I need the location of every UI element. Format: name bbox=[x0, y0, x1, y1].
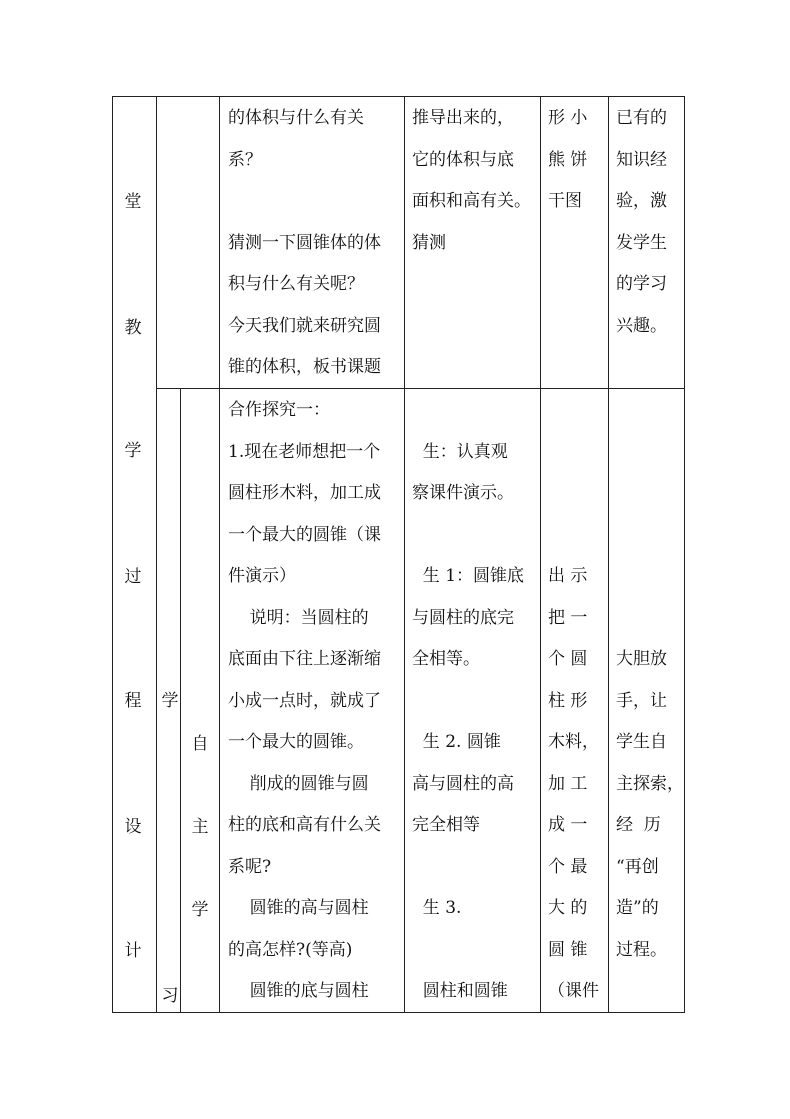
left-title-char: 程 bbox=[124, 691, 142, 711]
col-divider-1 bbox=[156, 96, 157, 1013]
row2-student-activity: 生：认真观 察课件演示。 生 1：圆锥底 与圆柱的底完 全相等。 生 2. 圆锥 高与圆柱的高 完全相等 生 3. 圆柱和圆锥 bbox=[412, 441, 525, 1001]
table-border-right bbox=[684, 96, 685, 1013]
stage-label-char: 学 bbox=[161, 691, 179, 711]
left-title-char: 学 bbox=[124, 441, 142, 461]
col-divider-4 bbox=[404, 96, 405, 1013]
row2-teacher-activity: 合作探究一： 1.现在老师想把一个 圆柱形木料，加工成 一个最大的圆锥（课 件演示） 说明：当圆柱的 底面由下往上逐渐缩 小成一点时，就成了 一个最大的圆锥。 削成的圆锥与圆 柱的底和高有什么关 系呢? 圆锥的高与圆柱 的高怎样?(等高) 圆锥的底与圆柱 bbox=[228, 400, 381, 1001]
activity-label-char: 学 bbox=[191, 900, 209, 920]
col-divider-5 bbox=[540, 96, 541, 1013]
table-border-left bbox=[112, 96, 113, 1013]
activity-label-char: 主 bbox=[191, 817, 209, 837]
activity-label-char: 自 bbox=[191, 734, 209, 754]
row1-media: 形 小 熊 饼 干图 bbox=[548, 108, 588, 211]
col-divider-3 bbox=[219, 96, 220, 1013]
left-title-char: 计 bbox=[124, 941, 142, 961]
table-border-top bbox=[112, 96, 684, 97]
stage-label-char: 习 bbox=[161, 986, 179, 1006]
left-title-char: 堂 bbox=[124, 192, 142, 212]
left-title-char: 教 bbox=[124, 318, 142, 338]
left-title-char: 设 bbox=[124, 817, 142, 837]
row2-media: 出 示 把 一 个 圆 柱 形 木料， 加 工 成 一 个 最 大 的 圆 锥 （课件 bbox=[548, 566, 599, 1001]
row1-teacher-activity: 的体积与什么有关 系？ 猜测一下圆锥体的体 积与什么有关呢？ 今天我们就来研究圆 锥的体积，板书课题 bbox=[228, 108, 381, 377]
left-title-char: 过 bbox=[124, 567, 142, 587]
col-divider-6 bbox=[608, 96, 609, 1013]
row2-design-intent: 大胆放 手，让 学生自 主探索， 经 历 “再创 造”的 过程。 bbox=[616, 649, 684, 960]
row1-design-intent: 已有的 知识经 验，激 发学生 的学习 兴趣。 bbox=[616, 108, 667, 336]
row1-student-activity: 推导出来的， 它的体积与底 面积和高有关。 猜测 bbox=[412, 108, 531, 253]
